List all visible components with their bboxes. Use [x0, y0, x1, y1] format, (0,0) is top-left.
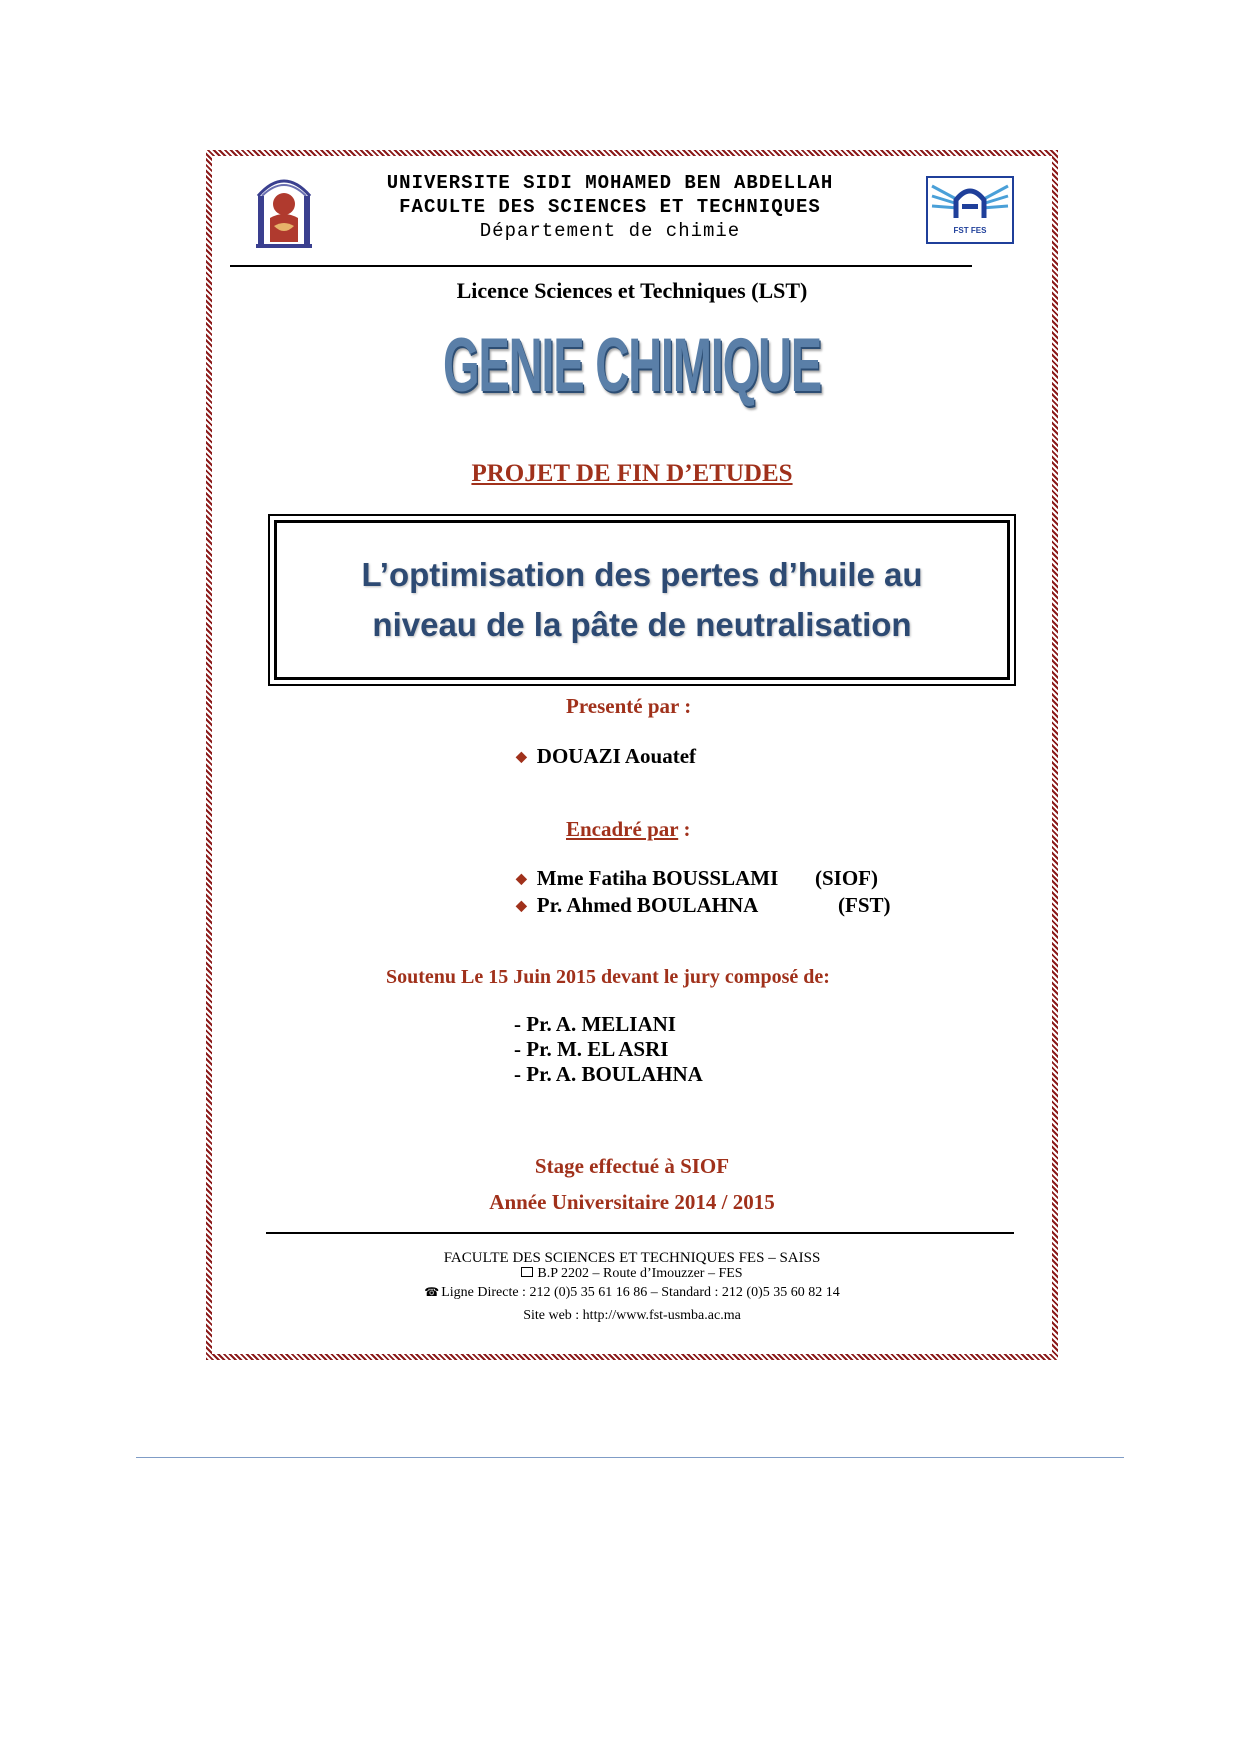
supervisor-org: (FST) [838, 893, 891, 917]
footer-phone [206, 1285, 1058, 1301]
faculty-name: FACULTE DES SCIENCES ET TECHNIQUES [399, 196, 821, 218]
department-name: Département de chimie [479, 220, 741, 242]
defense-label: Soutenu Le 15 Juin 2015 devant le jury composé de: [386, 966, 830, 988]
supervisor-org: (SIOF) [815, 866, 878, 890]
supervised-colon: : [678, 817, 691, 841]
internship-line: Stage effectué à SIOF [534, 1154, 730, 1178]
jury-member: - Pr. A. BOULAHNA [514, 1062, 703, 1086]
supervised-label-text: Encadré par [566, 817, 679, 841]
presented-label: Presenté par : [566, 694, 692, 718]
thesis-title-line1: L’optimisation des pertes d’huile au [361, 556, 923, 593]
fst-logo-label: FST FES [953, 226, 987, 235]
diamond-bullet-icon: ◆ [516, 872, 527, 887]
footer-faculty: FACULTE DES SCIENCES ET TECHNIQUES FES – SAISS [443, 1250, 821, 1266]
degree-title: Licence Sciences et Techniques (LST) [456, 278, 808, 303]
diamond-bullet-icon: ◆ [516, 750, 527, 765]
academic-year: Année Universitaire 2014 / 2015 [489, 1190, 775, 1214]
supervisor-name: Mme Fatiha BOUSSLAMI [536, 866, 779, 890]
footer-website: Site web : http://www.fst-usmba.ac.ma [523, 1308, 741, 1323]
supervised-label [566, 817, 690, 842]
mailbox-icon [521, 1267, 533, 1277]
supervisor-item [516, 893, 758, 918]
footer-address-text: B.P 2202 – Route d’Imouzzer – FES [537, 1266, 743, 1281]
supervisor-item [516, 866, 778, 891]
student-name: DOUAZI Aouatef [536, 744, 697, 768]
supervisor-name: Pr. Ahmed BOULAHNA [536, 893, 759, 917]
fst-logo-icon [926, 176, 1014, 244]
program-title: GENIE CHIMIQUE [443, 323, 821, 408]
project-type: PROJET DE FIN D’ETUDES [471, 460, 793, 487]
jury-member: - Pr. A. MELIANI [514, 1012, 676, 1036]
thesis-title [361, 550, 922, 650]
phone-icon: ☎ [424, 1285, 440, 1299]
footer-phone-text: Ligne Directe : 212 (0)5 35 61 16 86 – Standard : 212 (0)5 35 60 82 14 [441, 1285, 840, 1300]
jury-member: - Pr. M. EL ASRI [514, 1037, 669, 1061]
footer-address [206, 1266, 1058, 1282]
university-crest-icon [252, 166, 316, 250]
page-separator [136, 1457, 1124, 1458]
university-name: UNIVERSITE SIDI MOHAMED BEN ABDELLAH [386, 172, 834, 194]
footer-rule [266, 1232, 1014, 1234]
diamond-bullet-icon: ◆ [516, 899, 527, 914]
student-item [516, 744, 696, 769]
header-rule [230, 265, 972, 267]
thesis-title-line2: niveau de la pâte de neutralisation [372, 606, 912, 643]
thesis-title-box [274, 520, 1010, 680]
